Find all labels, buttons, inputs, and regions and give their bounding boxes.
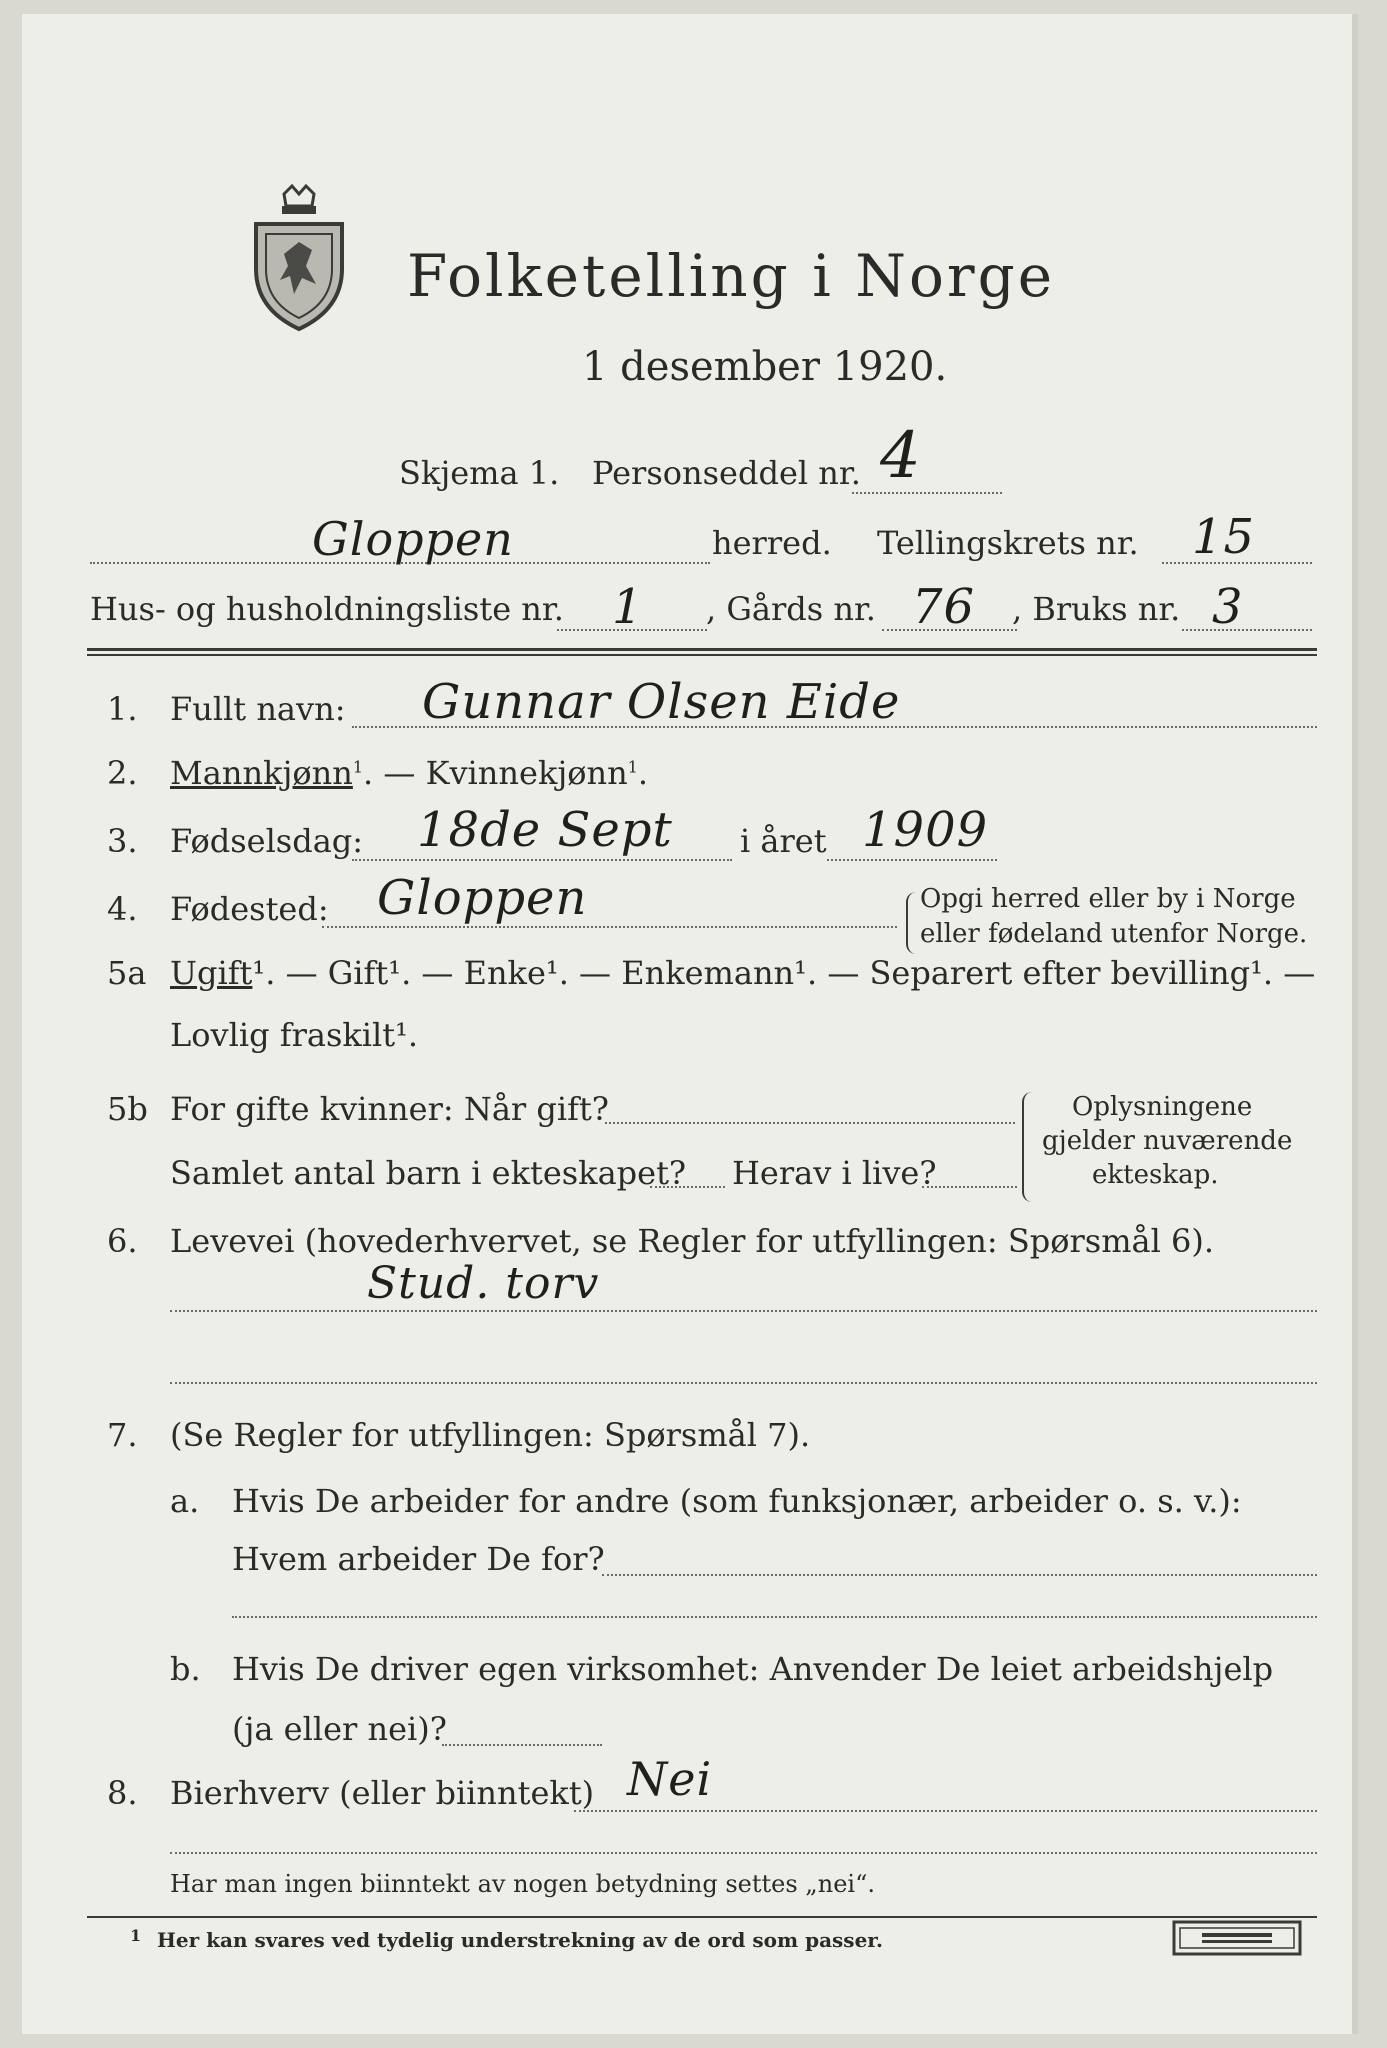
q7a-letter: a. [170, 1482, 200, 1520]
q8-note: Har man ingen biinntekt av nogen betydning settes „nei“. [170, 1870, 875, 1898]
q2-end: . [637, 754, 649, 792]
q8-number: 8. [107, 1774, 138, 1812]
q5b-alive-label: Herav i live? [732, 1154, 937, 1192]
gards-value: 76 [912, 579, 976, 635]
q2-options [170, 754, 648, 792]
q4-number: 4. [107, 890, 138, 928]
q4-note-line2: eller fødeland utenfor Norge. [920, 919, 1308, 949]
tellingskrets-value: 15 [1192, 509, 1256, 565]
q4-note-bracket [906, 892, 918, 954]
q2-number: 2. [107, 754, 138, 792]
q4-note-line1: Opgi herred eller by i Norge [920, 884, 1296, 914]
q7a-line1: Hvis De arbeider for andre (som funksjonær, arbeider o. s. v.): [232, 1482, 1242, 1520]
q7b-line2: (ja eller nei)? [232, 1710, 447, 1748]
q5b-note-line2: gjelder nuværende [1042, 1126, 1293, 1156]
personseddel-label: Personseddel nr. [592, 454, 861, 492]
q5a-line1-rest: ¹. — Gift¹. — Enke¹. — Enkemann¹. — Separert efter bevilling¹. — [252, 954, 1316, 992]
q3-label: Fødselsdag: [170, 822, 364, 860]
q4-line [322, 926, 897, 928]
herred-value: Gloppen [312, 512, 514, 566]
q7a-line2: Hvem arbeider De for? [232, 1540, 605, 1578]
q1-number: 1. [107, 690, 138, 728]
q2-male: Mannkjønn [170, 754, 353, 792]
gards-label: , Gårds nr. [706, 590, 876, 628]
q7b-line [442, 1744, 602, 1746]
q4-label: Fødested: [170, 890, 329, 928]
q5a-line1 [170, 954, 1315, 992]
personseddel-value: 4 [880, 419, 922, 493]
bruks-value: 3 [1212, 579, 1244, 635]
q8-line2 [170, 1852, 1317, 1854]
q7b-letter: b. [170, 1650, 201, 1688]
q5a-ugift: Ugift [170, 954, 253, 992]
q5a-number: 5a [107, 954, 147, 992]
q8-line [574, 1810, 1317, 1812]
footnote-mark: 1 [130, 1926, 142, 1945]
q1-label: Fullt navn: [170, 690, 346, 728]
q7a-line-extra [232, 1616, 1317, 1618]
q2-separator: . — [363, 754, 426, 792]
husliste-value: 1 [612, 579, 644, 635]
q2-female: Kvinnekjønn [425, 754, 628, 792]
q5b-note-line3: ekteskap. [1092, 1160, 1219, 1190]
q5b-children-label: Samlet antal barn i ekteskapet? [170, 1154, 687, 1192]
q6-line2 [170, 1382, 1317, 1384]
q3-number: 3. [107, 822, 138, 860]
q5b-alive-line [922, 1186, 1017, 1188]
personseddel-line [852, 492, 1002, 494]
q6-value: Stud. torv [367, 1258, 600, 1309]
q2-female-sup: 1 [627, 757, 638, 777]
bruks-line [1182, 629, 1312, 631]
printer-stamp-icon [1172, 1920, 1302, 1956]
schema-label: Skjema 1. [399, 454, 560, 492]
census-date: 1 desember 1920. [582, 344, 948, 390]
q5a-line2: Lovlig fraskilt¹. [170, 1016, 419, 1054]
q5b-note-bracket [1022, 1092, 1036, 1202]
coat-of-arms-icon [244, 184, 354, 334]
footnote: Her kan svares ved tydelig understrekning av de ord som passer. [157, 1928, 883, 1952]
q5b-note-line1: Oplysningene [1072, 1092, 1253, 1122]
q5b-line1: For gifte kvinner: Når gift? [170, 1090, 609, 1128]
q5b-married-line [605, 1122, 1015, 1124]
q5b-number: 5b [107, 1090, 148, 1128]
q8-label: Bierhverv (eller biinntekt) [170, 1774, 595, 1812]
herred-label: herred. [712, 524, 832, 562]
q3-year-line [827, 859, 997, 861]
husliste-label: Hus- og husholdningsliste nr. [90, 590, 564, 628]
q3-year-label: i året [740, 822, 827, 860]
q2-male-sup: 1 [352, 757, 364, 777]
q7-number: 7. [107, 1416, 138, 1454]
footer-divider [87, 1916, 1317, 1918]
q7-label: (Se Regler for utfyllingen: Spørsmål 7). [170, 1416, 811, 1454]
q5b-children-line [650, 1186, 725, 1188]
q7b-line1: Hvis De driver egen virksomhet: Anvender De leiet arbeidshjelp [232, 1650, 1274, 1688]
q1-value: Gunnar Olsen Eide [422, 674, 901, 730]
header-divider [87, 648, 1317, 651]
q3-day-line [352, 859, 732, 861]
form-title: Folketelling i Norge [407, 242, 1056, 310]
q8-value: Nei [627, 1752, 713, 1806]
bruks-label: , Bruks nr. [1012, 590, 1181, 628]
q3-day-value: 18de Sept [417, 802, 673, 858]
q4-value: Gloppen [377, 870, 588, 926]
census-form [22, 14, 1358, 2034]
q6-label: Levevei (hovederhvervet, se Regler for utfyllingen: Spørsmål 6). [170, 1222, 1215, 1260]
q6-line1 [170, 1310, 1317, 1312]
q3-year-value: 1909 [862, 802, 989, 858]
header-divider-thin [87, 654, 1317, 656]
q7a-line [602, 1574, 1317, 1576]
q6-number: 6. [107, 1222, 138, 1260]
tellingskrets-label: Tellingskrets nr. [877, 524, 1139, 562]
